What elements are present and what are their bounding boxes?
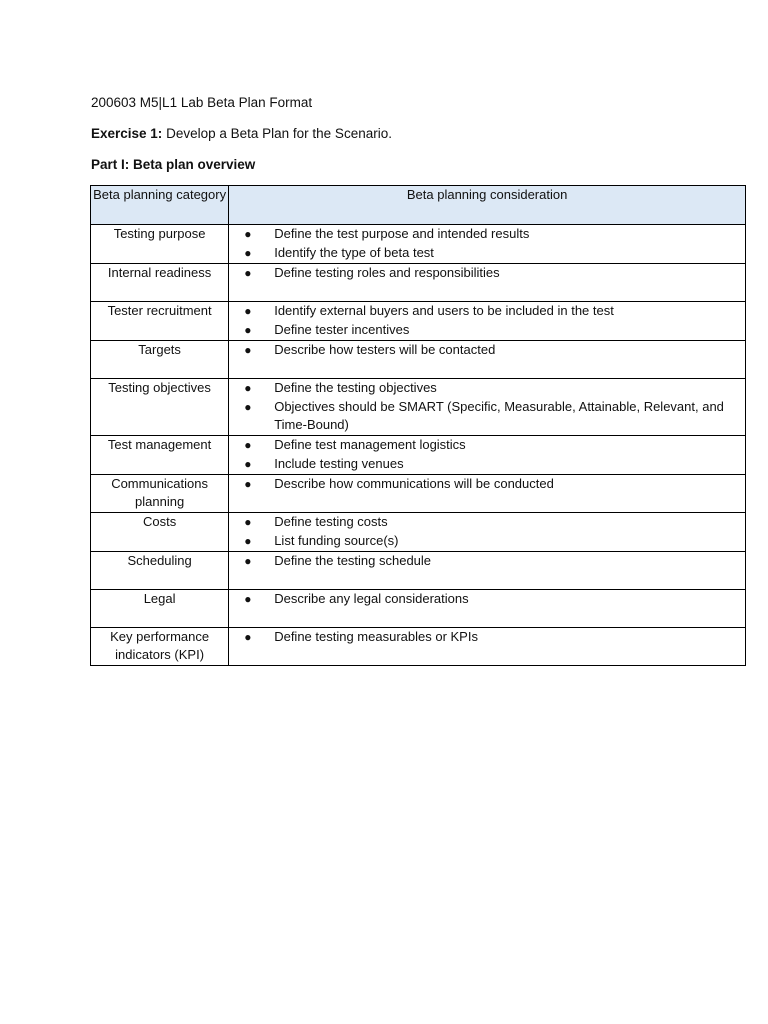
category-cell: Targets — [91, 341, 229, 379]
list-item-text: Describe how communications will be conducted — [274, 476, 554, 491]
list-item — [229, 628, 745, 646]
bullet-dot-icon: ● — [244, 246, 252, 260]
list-item — [229, 513, 745, 531]
consideration-list — [229, 341, 745, 359]
list-item-text: Include testing venues — [274, 456, 404, 471]
category-cell: Key performance indicators (KPI) — [91, 628, 229, 666]
consideration-cell — [229, 264, 746, 302]
bullet-dot-icon: ● — [244, 227, 252, 241]
list-item-text: List funding source(s) — [274, 533, 399, 548]
consideration-cell — [229, 225, 746, 264]
bullet-dot-icon: ● — [244, 534, 252, 548]
bullet-dot-icon: ● — [244, 266, 252, 280]
list-item — [229, 436, 745, 454]
document-header: 200603 M5|L1 Lab Beta Plan Format — [91, 95, 313, 110]
table-row — [91, 436, 746, 475]
bullet-dot-icon: ● — [244, 343, 252, 357]
category-cell: Scheduling — [91, 552, 229, 590]
consideration-cell — [229, 628, 746, 666]
list-item-text: Define testing measurables or KPIs — [274, 629, 478, 644]
consideration-list — [229, 379, 745, 434]
category-cell: Legal — [91, 590, 229, 628]
bullet-dot-icon: ● — [244, 400, 252, 414]
consideration-cell — [229, 513, 746, 552]
table-row — [91, 341, 746, 379]
table-row — [91, 302, 746, 341]
table-row — [91, 379, 746, 436]
consideration-list — [229, 436, 745, 473]
exercise-line — [91, 125, 392, 142]
consideration-list — [229, 475, 745, 493]
consideration-list — [229, 264, 745, 282]
consideration-cell — [229, 379, 746, 436]
consideration-cell — [229, 475, 746, 513]
beta-plan-table — [90, 185, 746, 666]
bullet-dot-icon: ● — [244, 515, 252, 529]
consideration-cell — [229, 436, 746, 475]
table-row — [91, 628, 746, 666]
table-row — [91, 552, 746, 590]
list-item-text: Objectives should be SMART (Specific, Measurable, Attainable, Relevant, and Time-Bound) — [274, 399, 724, 432]
consideration-cell — [229, 552, 746, 590]
list-item-text: Define testing roles and responsibilities — [274, 265, 500, 280]
exercise-text: Develop a Beta Plan for the Scenario. — [166, 126, 392, 141]
bullet-dot-icon: ● — [244, 630, 252, 644]
consideration-list — [229, 552, 745, 570]
list-item — [229, 379, 745, 397]
category-cell: Test management — [91, 436, 229, 475]
consideration-cell — [229, 302, 746, 341]
list-item — [229, 455, 745, 473]
table-header-row — [91, 186, 746, 225]
list-item-text: Define the testing schedule — [274, 553, 432, 568]
header-consideration: Beta planning consideration — [229, 186, 746, 225]
header-category: Beta planning category — [91, 186, 229, 225]
consideration-list — [229, 513, 745, 550]
list-item-text: Identify external buyers and users to be included in the test — [274, 303, 614, 318]
consideration-cell — [229, 590, 746, 628]
consideration-cell — [229, 341, 746, 379]
list-item-text: Define test management logistics — [274, 437, 466, 452]
list-item — [229, 225, 745, 243]
list-item — [229, 552, 745, 570]
list-item-text: Define tester incentives — [274, 322, 410, 337]
list-item — [229, 532, 745, 550]
list-item-text: Define testing costs — [274, 514, 388, 529]
list-item — [229, 590, 745, 608]
bullet-dot-icon: ● — [244, 554, 252, 568]
bullet-dot-icon: ● — [244, 381, 252, 395]
bullet-dot-icon: ● — [244, 438, 252, 452]
table-row — [91, 590, 746, 628]
bullet-dot-icon: ● — [244, 457, 252, 471]
list-item — [229, 302, 745, 320]
table-row — [91, 264, 746, 302]
list-item-text: Define the test purpose and intended results — [274, 226, 530, 241]
exercise-label: Exercise 1: — [91, 126, 163, 141]
table-row — [91, 513, 746, 552]
consideration-list — [229, 302, 745, 339]
table-body — [91, 225, 746, 666]
bullet-dot-icon: ● — [244, 592, 252, 606]
category-cell: Costs — [91, 513, 229, 552]
list-item — [229, 341, 745, 359]
list-item-text: Describe any legal considerations — [274, 591, 469, 606]
list-item — [229, 398, 745, 434]
category-cell: Testing objectives — [91, 379, 229, 436]
list-item — [229, 264, 745, 282]
part-title: Part I: Beta plan overview — [91, 157, 256, 172]
list-item-text: Define the testing objectives — [274, 380, 437, 395]
list-item — [229, 475, 745, 493]
consideration-list — [229, 628, 745, 646]
table-row — [91, 225, 746, 264]
bullet-dot-icon: ● — [244, 323, 252, 337]
list-item-text: Describe how testers will be contacted — [274, 342, 496, 357]
table-row — [91, 475, 746, 513]
list-item — [229, 244, 745, 262]
consideration-list — [229, 225, 745, 262]
category-cell: Testing purpose — [91, 225, 229, 264]
consideration-list — [229, 590, 745, 608]
list-item — [229, 321, 745, 339]
category-cell: Internal readiness — [91, 264, 229, 302]
bullet-dot-icon: ● — [244, 477, 252, 491]
list-item-text: Identify the type of beta test — [274, 245, 434, 260]
category-cell: Tester recruitment — [91, 302, 229, 341]
category-cell: Communications planning — [91, 475, 229, 513]
bullet-dot-icon: ● — [244, 304, 252, 318]
